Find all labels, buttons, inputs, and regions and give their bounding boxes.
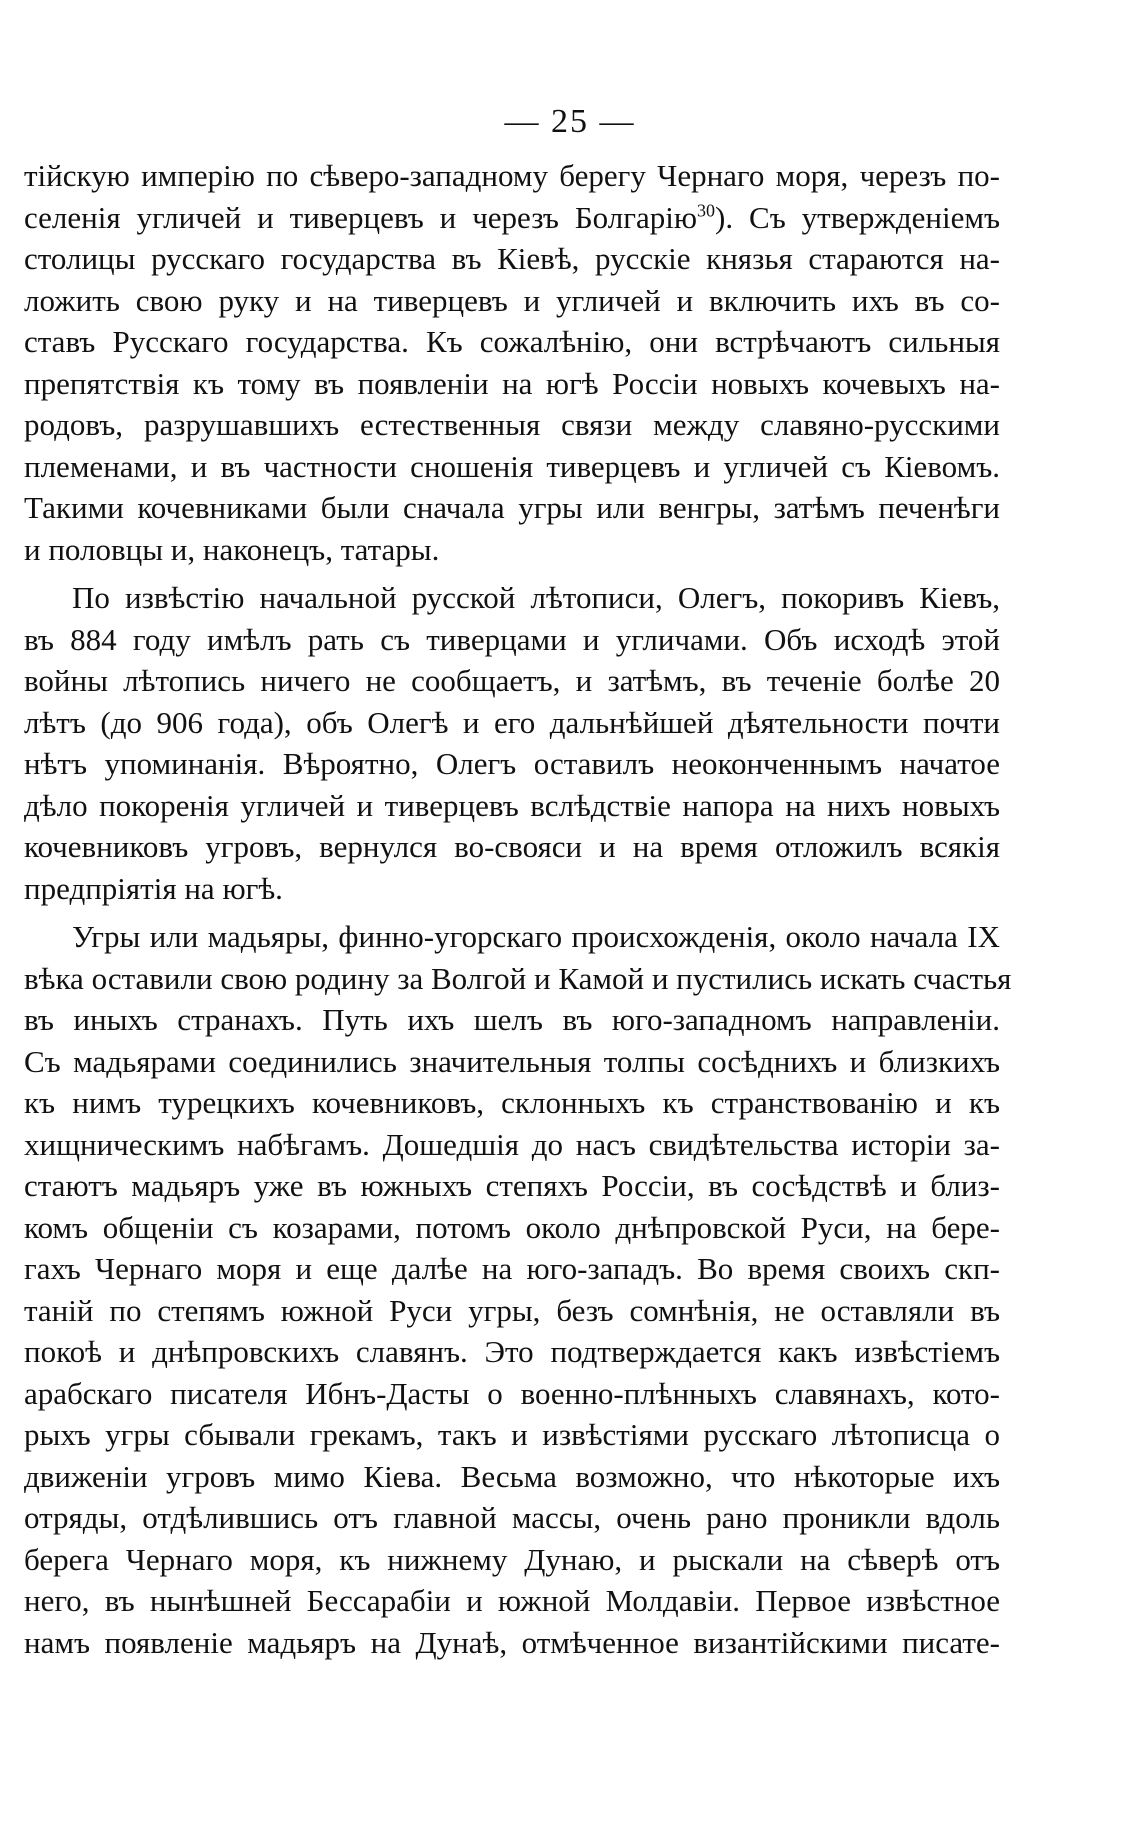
page-number: — 25 —: [504, 103, 636, 140]
text-line: нѣтъ упоминанія. Вѣроятно, Олегъ оставилъ неоконченнымъ начатое: [24, 746, 1000, 781]
text-line: тійскую имперію по сѣверо-западному берегу Чернаго моря, черезъ по-: [24, 158, 1000, 193]
footnote-ref: 30: [697, 200, 715, 221]
text-line-head: селенія угличей и тиверцевъ и черезъ Болгарію: [24, 199, 697, 235]
text-line: родовъ, разрушавшихъ естественныя связи между славяно-русскими: [24, 407, 1000, 442]
text-line: берега Чернаго моря, къ нижнему Дунаю, и рыскали на сѣверѣ отъ: [24, 1541, 1000, 1577]
text-line: ставъ Русскаго государства. Къ сожалѣнію, они встрѣчаютъ сильныя: [24, 324, 1000, 359]
text-line: и половцы и, наконецъ, татары.: [24, 531, 440, 567]
text-line: гахъ Чернаго моря и еще далѣе на юго-западъ. Во время своихъ скп-: [24, 1251, 1000, 1286]
text-line: него, въ нынѣшней Бессарабіи и южной Молдавіи. Первое извѣстное: [24, 1583, 1000, 1618]
text-line: къ нимъ турецкихъ кочевниковъ, склонныхъ къ странствованію и къ: [24, 1085, 1000, 1120]
text-line-tail: ). Съ утвержденіемъ: [715, 199, 1000, 235]
text-line: движеніи угровъ мимо Кіева. Весьма возможно, что нѣкоторые ихъ: [24, 1458, 1000, 1494]
text-line: намъ появленіе мадьяръ на Дунаѣ, отмѣченное византійскими писате-: [24, 1624, 1000, 1660]
body-text: [24, 155, 1012, 1663]
text-line: рыхъ угры сбывали грекамъ, такъ и извѣстіями русскаго лѣтописца о: [24, 1417, 1000, 1452]
paragraph-3: [24, 916, 1012, 1663]
text-line: ложить свою руку и на тиверцевъ и угличей и включить ихъ въ со-: [24, 282, 1000, 318]
paragraph-2: [24, 577, 1000, 909]
text-line: комъ общеніи съ козарами, потомъ около днѣпровской Руси, на бере-: [24, 1209, 1000, 1245]
text-line: хищническимъ набѣгамъ. Дошедшія до насъ свидѣтельства исторіи за-: [24, 1126, 1000, 1162]
text-line: лѣтъ (до 906 года), объ Олегѣ и его дальнѣйшей дѣятельности почти: [24, 704, 1000, 740]
text-line: дѣло покоренія угличей и тиверцевъ вслѣдствіе напора на нихъ новыхъ: [24, 787, 1000, 823]
text-line: въ иныхъ странахъ. Путь ихъ шелъ въ юго-западномъ направленіи.: [24, 1002, 1000, 1037]
text-line: столицы русскаго государства въ Кіевѣ, русскіе князья стараются на-: [24, 241, 1000, 276]
text-line: войны лѣтопись ничего не сообщаетъ, и затѣмъ, въ теченіе болѣе 20: [24, 663, 1000, 698]
text-line: кочевниковъ угровъ, вернулся во-свояси и на время отложилъ всякія: [24, 829, 1000, 864]
text-line: племенами, и въ частности сношенія тиверцевъ и угличей съ Кіевомъ.: [24, 448, 1000, 484]
text-line: Съ мадьярами соединились значительныя толпы сосѣднихъ и близкихъ: [24, 1043, 1000, 1079]
text-line: въ 884 году имѣлъ рать съ тиверцами и угличами. Объ исходѣ этой: [24, 621, 1000, 657]
text-line: [24, 197, 1000, 239]
text-line: отряды, отдѣлившись отъ главной массы, очень рано проникли вдоль: [24, 1500, 1000, 1535]
text-line: препятствія къ тому въ появленіи на югѣ Россіи новыхъ кочевыхъ на-: [24, 365, 1000, 401]
text-line: таній по степямъ южной Руси угры, безъ сомнѣнія, не оставляли въ: [24, 1292, 1000, 1328]
text-line: предпріятія на югѣ.: [24, 870, 283, 906]
text-line: Такими кочевниками были сначала угры или венгры, затѣмъ печенѣги: [24, 490, 1000, 525]
text-line: вѣка оставили свою родину за Волгой и Камой и пустились искать счастья: [24, 960, 1012, 996]
text-line: покоѣ и днѣпровскихъ славянъ. Это подтверждается какъ извѣстіемъ: [24, 1334, 1000, 1369]
text-line: арабскаго писателя Ибнъ-Дасты о военно-плѣнныхъ славянахъ, кото-: [24, 1375, 1000, 1411]
text-line: По извѣстію начальной русской лѣтописи, Олегъ, покоривъ Кіевъ,: [72, 580, 1000, 615]
text-line: Угры или мадьяры, финно-угорскаго происхожденія, около начала IX: [72, 919, 1000, 954]
paragraph-1: [24, 155, 1000, 570]
text-line: стаютъ мадьяръ уже въ южныхъ степяхъ Россіи, въ сосѣдствѣ и близ-: [24, 1168, 1000, 1203]
